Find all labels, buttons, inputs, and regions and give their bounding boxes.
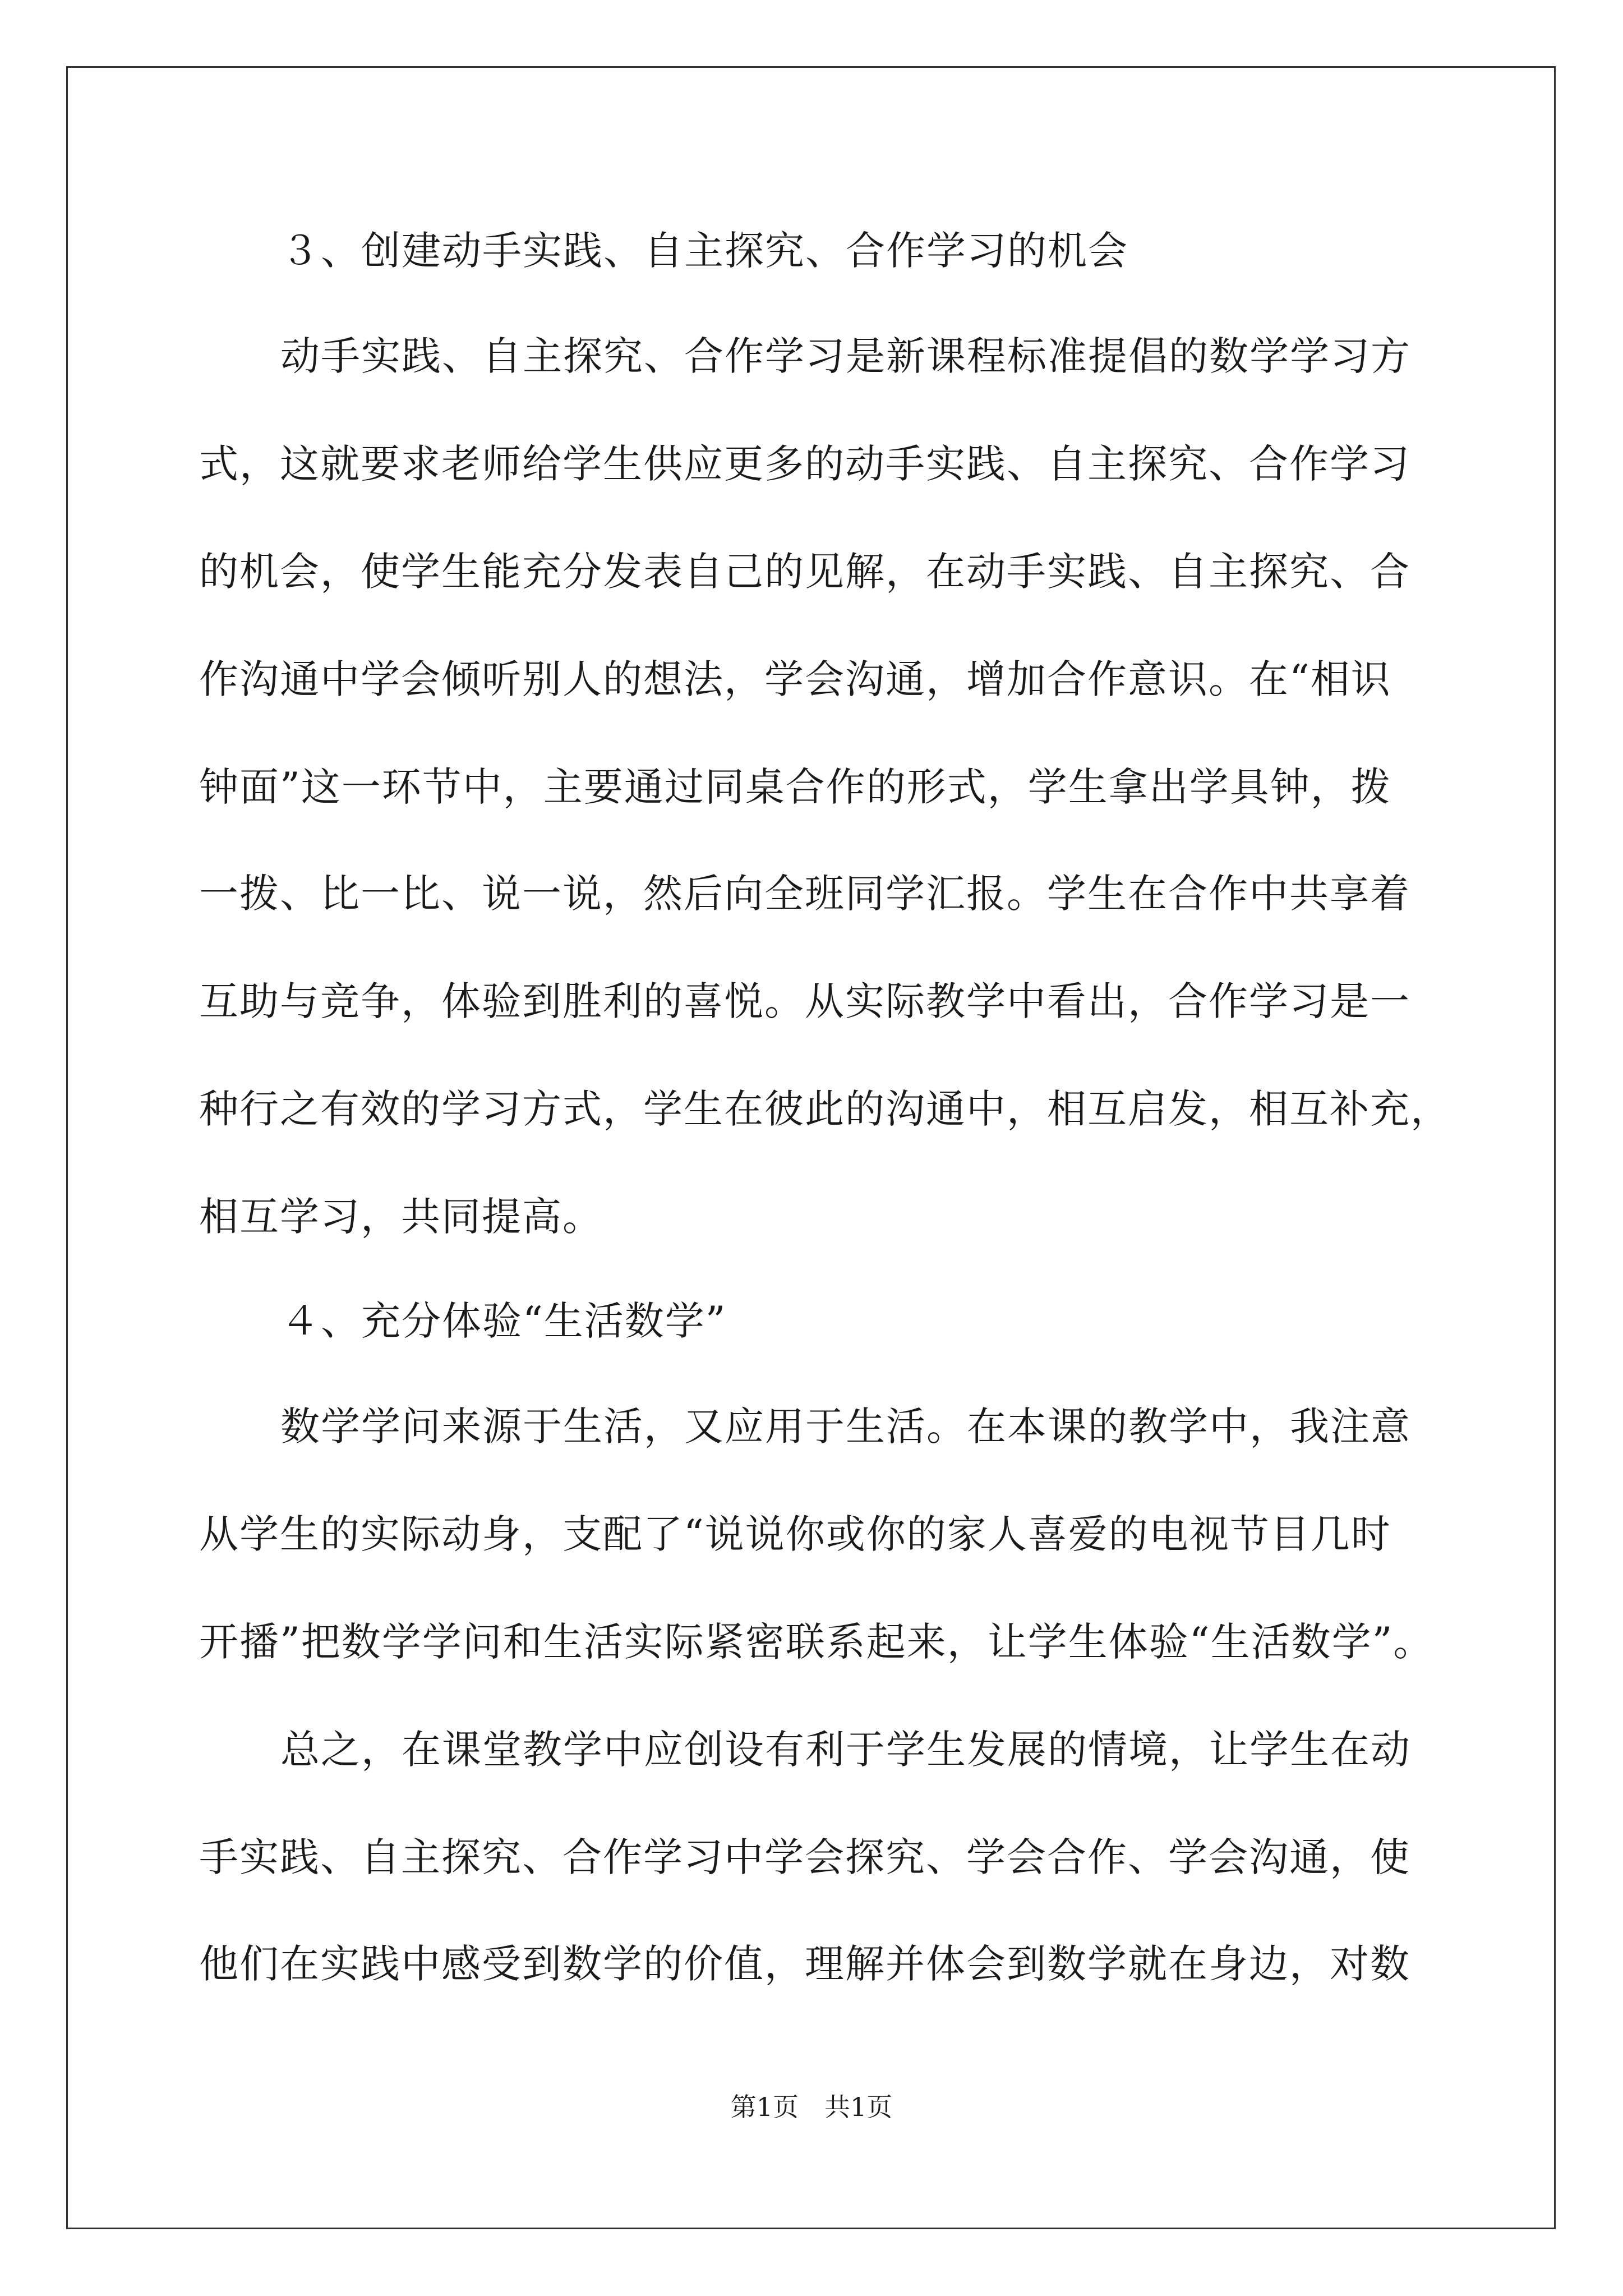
paragraph-line: 从学生的实际动身，支配了“说说你或你的家人喜爱的电视节目几时 xyxy=(199,1511,1391,1557)
page-border xyxy=(66,66,1556,2229)
paragraph-line: 相互学习，共同提高。 xyxy=(199,1194,603,1240)
paragraph-line: 开播”把数学学问和生活实际紧密联系起来，让学生体验“生活数学”。 xyxy=(199,1619,1434,1665)
paragraph-line: 种行之有效的学习方式，学生在彼此的沟通中，相互启发，相互补充， xyxy=(199,1086,1451,1132)
paragraph-line: 互助与竞争，体验到胜利的喜悦。从实际教学中看出，合作学习是一 xyxy=(199,978,1410,1024)
paragraph-line: 式，这就要求老师给学生供应更多的动手实践、自主探究、合作学习 xyxy=(199,441,1410,487)
page-footer: 第1页 共1页 xyxy=(730,2092,893,2122)
paragraph-line: 他们在实践中感受到数学的价值，理解并体会到数学就在身边，对数 xyxy=(199,1941,1410,1987)
heading-4: ４、充分体验“生活数学” xyxy=(280,1298,727,1344)
paragraph-line: 钟面”这一环节中，主要通过同桌合作的形式，学生拿出学具钟，拨 xyxy=(199,764,1391,810)
paragraph-line: 手实践、自主探究、合作学习中学会探究、学会合作、学会沟通，使 xyxy=(199,1834,1410,1880)
paragraph-line: 数学学问来源于生活，又应用于生活。在本课的教学中，我注意 xyxy=(280,1404,1411,1450)
paragraph-line: 的机会，使学生能充分发表自己的见解，在动手实践、自主探究、合 xyxy=(199,549,1410,595)
paragraph-line: 总之，在课堂教学中应创设有利于学生发展的情境，让学生在动 xyxy=(280,1727,1411,1773)
heading-3: ３、创建动手实践、自主探究、合作学习的机会 xyxy=(280,228,1128,274)
paragraph-line: 动手实践、自主探究、合作学习是新课程标准提倡的数学学习方 xyxy=(280,333,1411,379)
paragraph-line: 作沟通中学会倾听别人的想法，学会沟通，增加合作意识。在“相识 xyxy=(199,656,1391,702)
paragraph-line: 一拨、比一比、说一说，然后向全班同学汇报。学生在合作中共享着 xyxy=(199,871,1410,917)
